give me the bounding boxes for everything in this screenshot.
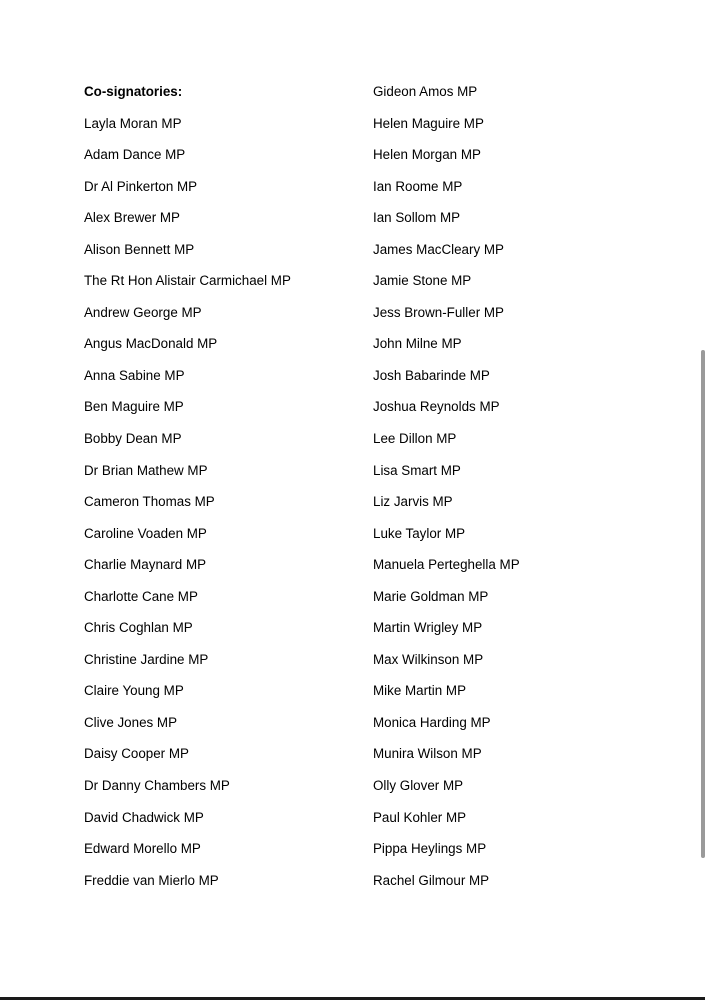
signatory-name: Bobby Dean MP [84, 431, 182, 447]
signatory-name: Dr Al Pinkerton MP [84, 178, 198, 194]
signatory-name: Pippa Heylings MP [373, 841, 487, 857]
signatory-name: Helen Morgan MP [373, 147, 481, 163]
signatory-name: Ian Roome MP [373, 178, 463, 194]
signatory-name: Charlotte Cane MP [84, 588, 198, 604]
signatory-name: Joshua Reynolds MP [373, 399, 500, 415]
signatory-name: Angus MacDonald MP [84, 336, 218, 352]
signatory-name: Cameron Thomas MP [84, 494, 215, 510]
signatory-name: Paul Kohler MP [373, 809, 467, 825]
signatory-name: Marie Goldman MP [373, 588, 489, 604]
signatory-name: Olly Glover MP [373, 778, 464, 794]
vertical-scrollbar[interactable] [701, 350, 705, 858]
signatory-name: Max Wilkinson MP [373, 651, 484, 667]
signatory-name: James MacCleary MP [373, 241, 504, 257]
signatory-name: Anna Sabine MP [84, 367, 185, 383]
signatory-name: Chris Coghlan MP [84, 620, 193, 636]
signatory-name: Layla Moran MP [84, 115, 182, 131]
signatory-name: Dr Danny Chambers MP [84, 778, 230, 794]
signatory-name: Charlie Maynard MP [84, 557, 207, 573]
co-signatories-heading: Co-signatories: [84, 84, 183, 99]
signatory-name: Liz Jarvis MP [373, 494, 453, 510]
signatory-name: Manuela Perteghella MP [373, 557, 520, 573]
signatory-name: Helen Maguire MP [373, 115, 484, 131]
signatory-name: Clive Jones MP [84, 714, 178, 730]
signatory-name: Caroline Voaden MP [84, 525, 207, 541]
signatory-name: Andrew George MP [84, 304, 202, 320]
signatory-name: Luke Taylor MP [373, 525, 466, 541]
signatory-name: Adam Dance MP [84, 147, 186, 163]
signatory-name: Jamie Stone MP [373, 273, 472, 289]
right-signatory-list [373, 82, 520, 902]
signatory-name: Alex Brewer MP [84, 210, 180, 226]
signatory-name: Mike Martin MP [373, 683, 467, 699]
signatory-name: Martin Wrigley MP [373, 620, 483, 636]
signatory-name: Monica Harding MP [373, 714, 491, 730]
signatory-name: Daisy Cooper MP [84, 746, 189, 762]
signatory-name: Alison Bennett MP [84, 241, 195, 257]
signatory-name: The Rt Hon Alistair Carmichael MP [84, 273, 291, 289]
signatory-name: Munira Wilson MP [373, 746, 482, 762]
signatory-name: Josh Babarinde MP [373, 367, 490, 383]
signatory-name: Claire Young MP [84, 683, 184, 699]
signatory-name: Christine Jardine MP [84, 651, 209, 667]
signatory-name: David Chadwick MP [84, 809, 204, 825]
signatory-name: Freddie van Mierlo MP [84, 872, 219, 888]
left-signatory-list [84, 82, 291, 902]
signatory-name: Gideon Amos MP [373, 84, 478, 99]
signatory-name: Rachel Gilmour MP [373, 872, 490, 888]
signatory-name: Jess Brown-Fuller MP [373, 304, 504, 320]
signatory-name: Lee Dillon MP [373, 431, 457, 447]
signatory-name: John Milne MP [373, 336, 462, 352]
signatory-name: Edward Morello MP [84, 841, 201, 857]
signatory-name: Ben Maguire MP [84, 399, 184, 415]
signatory-name: Lisa Smart MP [373, 462, 461, 478]
signatory-name: Ian Sollom MP [373, 210, 461, 226]
signatory-name: Dr Brian Mathew MP [84, 462, 208, 478]
